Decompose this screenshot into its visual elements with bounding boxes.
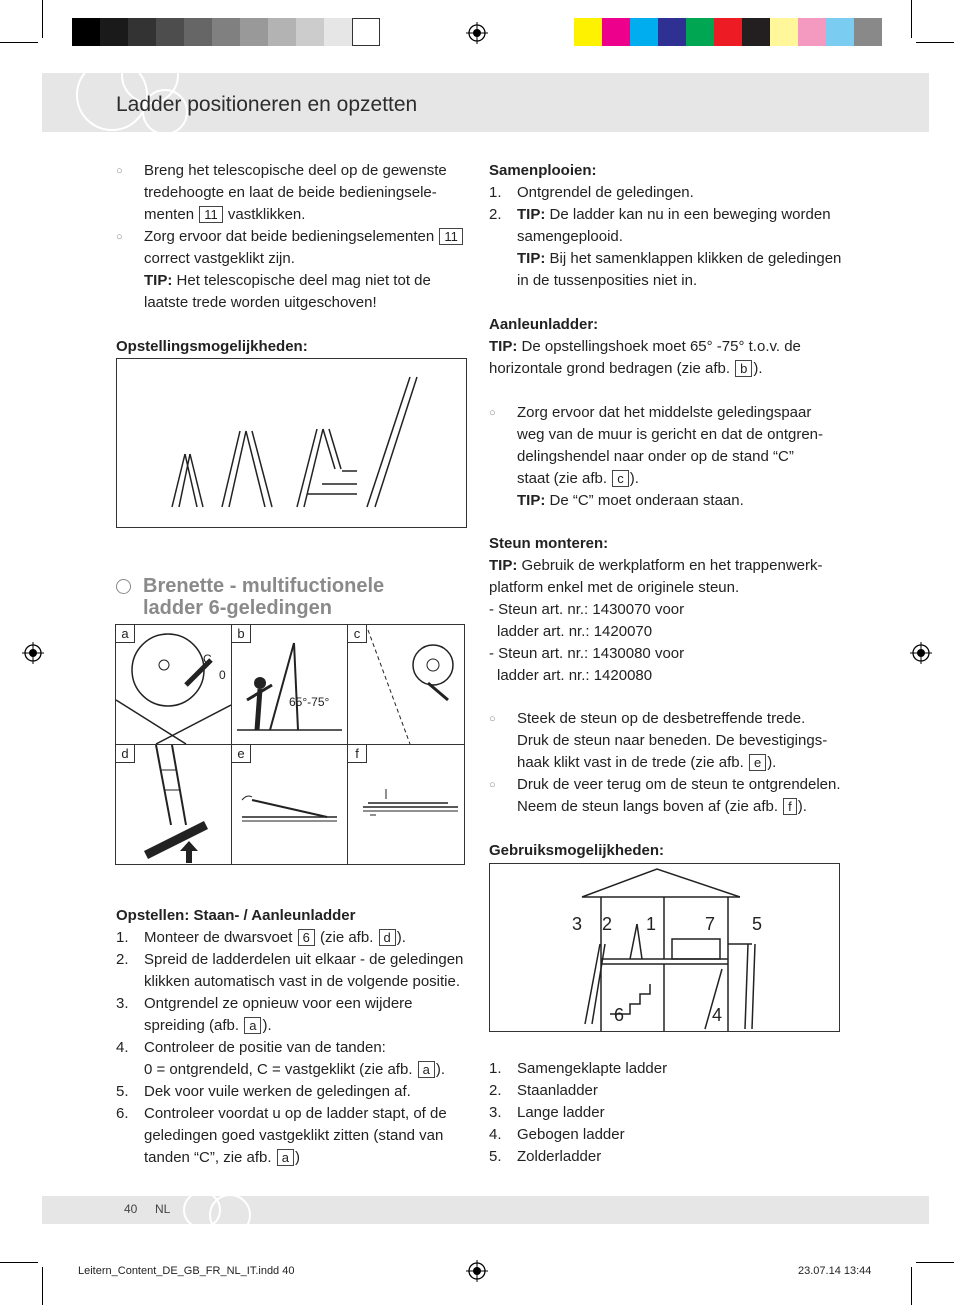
lean-section: Aanleunladder: TIP: De opstellingshoek moet 65° -75° t.o.v. de horizontale grond bedragen (zie afb. b ). bbox=[489, 314, 849, 380]
slug-date: 23.07.14 13:44 bbox=[798, 1265, 872, 1277]
list-item: 3. Ontgrendel ze opnieuw voor een wijdere spreiding (afb. a ). bbox=[116, 995, 413, 1034]
color-swatch bbox=[658, 18, 686, 46]
panel-a-c-label: C bbox=[203, 652, 212, 666]
color-swatch bbox=[352, 18, 380, 46]
registration-mark-left-icon bbox=[22, 642, 44, 669]
mount-bullet-1: Steek de steun op de desbetreffende trede. Druk de steun naar beneden. De bevestigings- haak klikt vast in de trede (zie afb. e ). bbox=[517, 710, 828, 771]
crop-mark bbox=[0, 42, 38, 43]
bullet-icon: ○ bbox=[489, 713, 496, 725]
color-swatch bbox=[574, 18, 602, 46]
panel-c-lever-drawing bbox=[348, 625, 464, 744]
crop-mark bbox=[42, 1267, 43, 1305]
header-circles-decoration bbox=[70, 40, 200, 135]
use-number: 5 bbox=[752, 914, 763, 934]
bullet-icon: ○ bbox=[116, 231, 123, 243]
use-number: 2 bbox=[602, 914, 613, 934]
panel-b-angle-drawing bbox=[232, 625, 347, 744]
color-swatch bbox=[826, 18, 854, 46]
panel-label-d: d bbox=[116, 745, 135, 763]
color-swatch bbox=[296, 18, 324, 46]
color-swatch bbox=[742, 18, 770, 46]
panel-label-c: c bbox=[348, 625, 367, 643]
product-heading: Brenette - multifuctionele ladder 6-geledingen bbox=[143, 575, 385, 619]
support-heading: Steun monteren: bbox=[489, 535, 609, 552]
use-number: 6 bbox=[614, 1005, 625, 1025]
bullet-icon: ○ bbox=[116, 165, 123, 177]
color-swatch bbox=[240, 18, 268, 46]
footer-circles-decoration bbox=[180, 1180, 260, 1230]
use-number: 1 bbox=[646, 914, 657, 934]
list-item: 6. Controleer voordat u op de ladder stapt, of de geledingen goed vastgeklikt zitten (stand van tanden “C”, zie afb. a ) bbox=[116, 1105, 447, 1166]
color-swatch bbox=[854, 18, 882, 46]
fold-heading: Samenplooien: bbox=[489, 162, 597, 179]
color-swatch bbox=[602, 18, 630, 46]
crop-mark bbox=[0, 1262, 38, 1263]
list-item: 2. TIP: De ladder kan nu in een beweging worden samengeplooid. TIP: Bij het samenklappen klikken de geledingen in de tussenposities niet in. bbox=[489, 206, 842, 289]
slug-filename: Leitern_Content_DE_GB_FR_NL_IT.indd 40 bbox=[78, 1265, 295, 1277]
panel-a-hinge-drawing bbox=[116, 625, 231, 744]
list-item: 2. Staanladder bbox=[489, 1082, 598, 1099]
panel-f-release-drawing bbox=[348, 745, 464, 864]
panel-d-crossfoot-drawing bbox=[116, 745, 231, 864]
assembly-heading: Opstellen: Staan- / Aanleunladder bbox=[116, 907, 356, 924]
crop-mark bbox=[911, 1267, 912, 1305]
crop-mark bbox=[916, 1262, 954, 1263]
setup-heading: Opstellingsmogelijkheden: bbox=[116, 338, 308, 355]
list-item: 3. Lange ladder bbox=[489, 1104, 605, 1121]
registration-mark-right-icon bbox=[910, 642, 932, 669]
list-item: 2. Spreid de ladderdelen uit elkaar - de geledingen klikken automatisch vast in de volgende positie. bbox=[116, 951, 464, 990]
panel-a-0-label: 0 bbox=[219, 668, 226, 682]
panel-label-e: e bbox=[232, 745, 251, 763]
panel-b-angle-label: 65°-75° bbox=[289, 695, 330, 709]
use-list bbox=[489, 1058, 849, 1168]
language-code: NL bbox=[155, 1202, 171, 1216]
color-swatch bbox=[212, 18, 240, 46]
use-options-figure bbox=[489, 863, 840, 1032]
assembly-steps bbox=[116, 927, 476, 1169]
registration-mark-bottom-icon bbox=[466, 1260, 488, 1287]
list-item: 1. Ontgrendel de geledingen. bbox=[489, 184, 694, 201]
bullet-icon: ○ bbox=[489, 779, 496, 791]
panel-e-support-drawing bbox=[232, 745, 347, 864]
crop-mark bbox=[916, 42, 954, 43]
crop-mark bbox=[911, 0, 912, 38]
ladder-detail-figure-grid bbox=[115, 624, 465, 865]
lean-heading: Aanleunladder: bbox=[489, 316, 599, 333]
page-title: Ladder positioneren en opzetten bbox=[116, 93, 418, 116]
section-bullet-icon bbox=[116, 579, 131, 594]
panel-label-a: a bbox=[116, 625, 135, 643]
list-item: 5. Zolderladder bbox=[489, 1148, 602, 1165]
panel-label-f: f bbox=[348, 745, 367, 763]
use-number: 7 bbox=[705, 914, 716, 934]
intro-item-2: Zorg ervoor dat beide bedieningselementen 11 correct vastgeklikt zijn. TIP: Het telescopische deel mag niet tot de laatste trede worden uitgeschoven! bbox=[144, 226, 474, 314]
page-number: 40 bbox=[124, 1202, 138, 1216]
crop-mark bbox=[42, 0, 43, 38]
color-swatch bbox=[630, 18, 658, 46]
color-swatch bbox=[798, 18, 826, 46]
color-swatch bbox=[324, 18, 352, 46]
fold-section bbox=[489, 160, 849, 292]
support-section: Steun monteren: TIP: Gebruik de werkplatform en het trappenwerk- platform enkel met de originele steun. - Steun art. nr.: 1430070 voor ladder art. nr.: 1420070 - Steun art. nr.: 1430080 voor ladder art. nr.: 1420080 bbox=[489, 533, 849, 687]
color-swatch bbox=[714, 18, 742, 46]
list-item: 5. Dek voor vuile werken de geledingen af. bbox=[116, 1083, 411, 1100]
mount-bullet-2: Druk de veer terug om de steun te ontgrendelen. Neem de steun langs boven af (zie afb. f ). bbox=[517, 776, 841, 815]
bullet-icon: ○ bbox=[489, 407, 496, 419]
footer-band bbox=[42, 1196, 929, 1224]
list-item: 1. Monteer de dwarsvoet 6 (zie afb. d ). bbox=[116, 929, 406, 946]
color-swatch bbox=[268, 18, 296, 46]
intro-item-1: Breng het telescopische deel op de gewenste tredehoogte en laat de beide bedieningsele- menten 11 vastklikken. bbox=[144, 162, 447, 223]
registration-mark-top-icon bbox=[466, 22, 488, 49]
list-item: 4. Gebogen ladder bbox=[489, 1126, 625, 1143]
color-swatch bbox=[686, 18, 714, 46]
use-number: 4 bbox=[712, 1005, 723, 1025]
lean-bullet: Zorg ervoor dat het middelste geledingspaar weg van de muur is gericht en dat de ontgren- delingshendel naar onder op de stand “C” staat (zie afb. c ). TIP: De “C” moet onderaan staan. bbox=[517, 404, 824, 509]
use-number: 3 bbox=[572, 914, 583, 934]
setup-options-figure bbox=[116, 358, 467, 528]
color-swatch bbox=[770, 18, 798, 46]
list-item: 4. Controleer de positie van de tanden: 0 = ontgrendeld, C = vastgeklikt (zie afb. a ). bbox=[116, 1039, 446, 1078]
use-heading: Gebruiksmogelijkheden: bbox=[489, 842, 665, 859]
list-item: 1. Samengeklapte ladder bbox=[489, 1060, 668, 1077]
panel-label-b: b bbox=[232, 625, 251, 643]
